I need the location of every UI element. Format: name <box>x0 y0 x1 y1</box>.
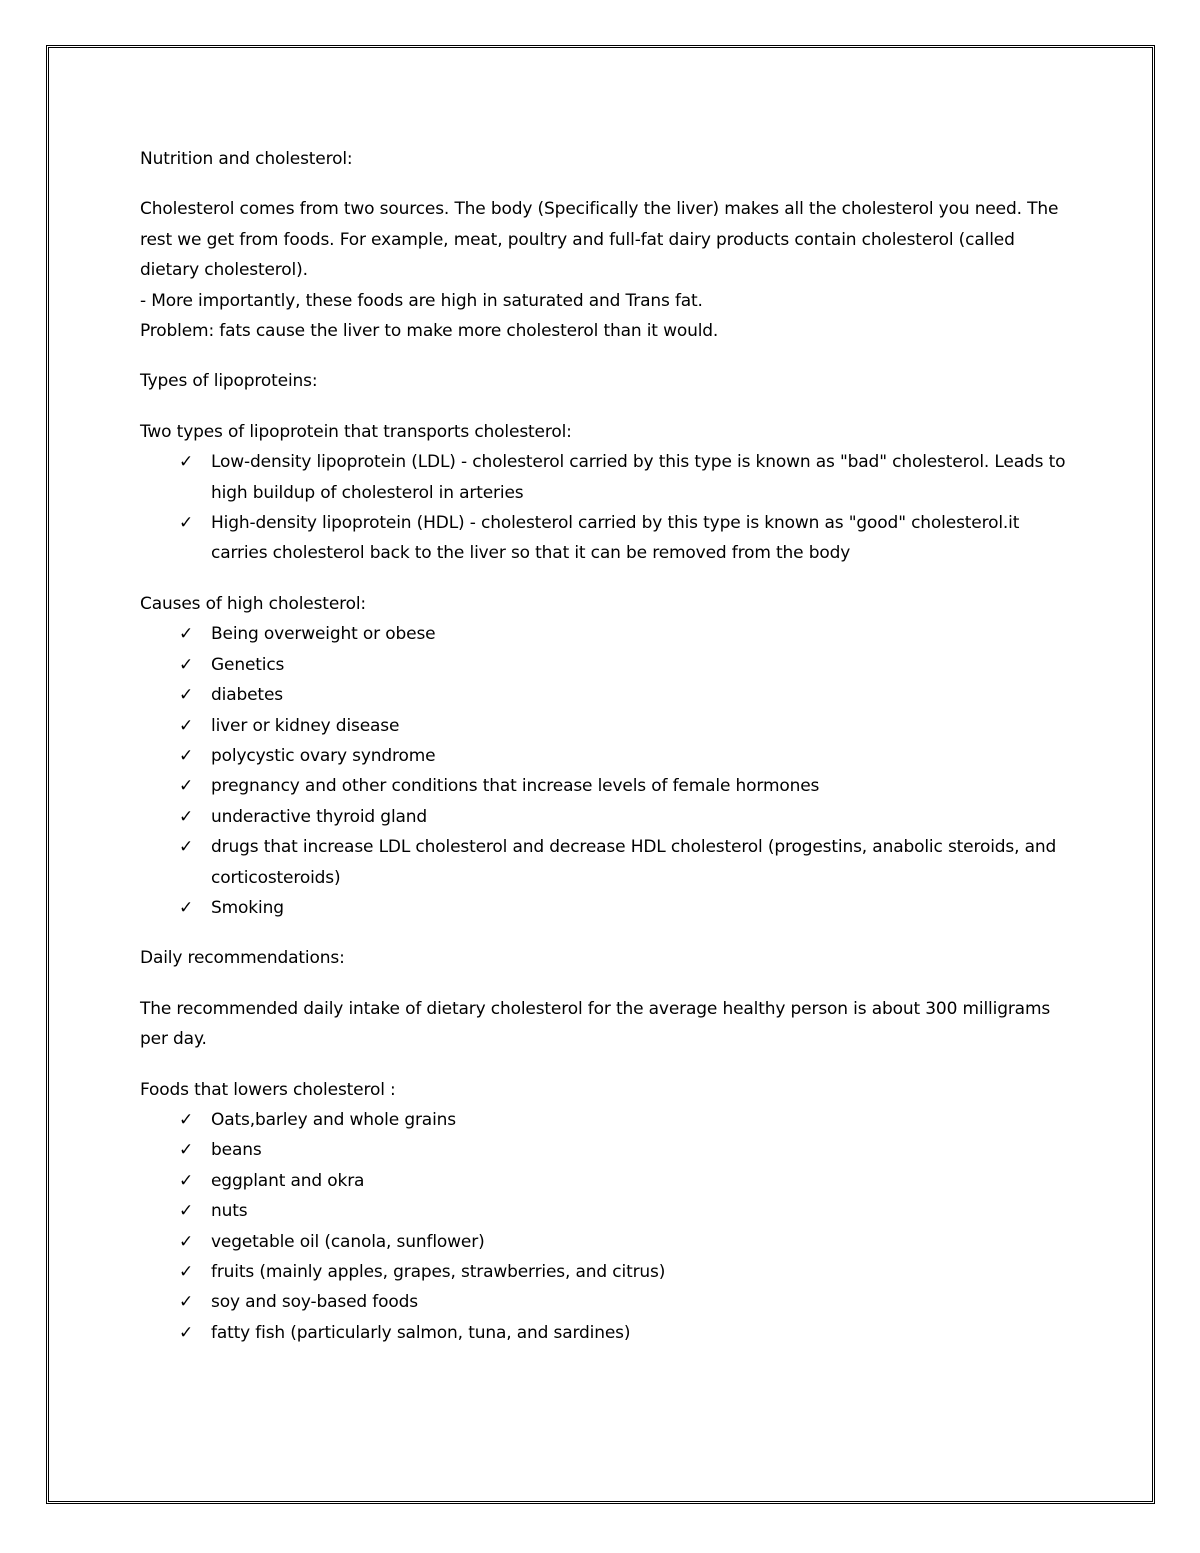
list-item-text: Genetics <box>211 654 285 675</box>
checkmark-icon: ✓ <box>178 624 194 645</box>
list-item <box>140 741 1070 771</box>
list-item-text: liver or kidney disease <box>211 715 400 736</box>
list-item-text: fatty fish (particularly salmon, tuna, and sardines) <box>211 1322 631 1343</box>
checkmark-icon: ✓ <box>178 776 194 797</box>
list-item <box>140 893 1070 923</box>
list-item <box>140 832 1070 893</box>
list-item-text: Oats,barley and whole grains <box>211 1109 456 1130</box>
list-item <box>140 680 1070 710</box>
list-item-text: Smoking <box>211 897 284 918</box>
list-item-text: High-density lipoprotein (HDL) - cholesterol carried by this type is known as "good" cholesterol.it carries cholesterol back to the liver so that it can be removed from the body <box>211 513 1020 564</box>
checkmark-icon: ✓ <box>178 452 194 473</box>
list-item-text: drugs that increase LDL cholesterol and decrease HDL cholesterol (progestins, anabolic steroids, and corticosteroids) <box>211 837 1057 888</box>
list-item-text: fruits (mainly apples, grapes, strawberries, and citrus) <box>211 1262 666 1282</box>
paragraph-cholesterol-sources: Cholesterol comes from two sources. The body (Specifically the liver) makes all the cholesterol you need. The rest we get from foods. For example, meat, poultry and full-fat dairy products contain cholesterol (called dietary cholesterol). <box>140 199 1059 281</box>
list-item-text: soy and soy-based foods <box>211 1292 418 1313</box>
heading-causes: Causes of high cholesterol: <box>140 593 366 614</box>
checkmark-icon: ✓ <box>178 1170 194 1191</box>
heading-nutrition: Nutrition and cholesterol: <box>140 149 353 169</box>
list-item-text: nuts <box>211 1201 248 1222</box>
heading-daily-recommendations: Daily recommendations: <box>140 948 345 969</box>
foods-checklist <box>140 1105 1070 1348</box>
checkmark-icon: ✓ <box>178 745 194 766</box>
list-item-text: polycystic ovary syndrome <box>211 745 436 766</box>
list-item <box>140 447 1070 508</box>
list-item-text: eggplant and okra <box>211 1170 365 1191</box>
list-item-text: beans <box>211 1140 262 1161</box>
checkmark-icon: ✓ <box>178 1201 194 1222</box>
list-item-text: diabetes <box>211 685 283 706</box>
list-item <box>140 711 1070 741</box>
list-item <box>140 619 1070 649</box>
checkmark-icon: ✓ <box>178 1231 194 1252</box>
list-item <box>140 1257 1070 1287</box>
list-item <box>140 1135 1070 1165</box>
list-item-text: pregnancy and other conditions that increase levels of female hormones <box>211 776 820 797</box>
list-item-text: Low-density lipoprotein (LDL) - cholesterol carried by this type is known as "bad" cholesterol. Leads to high buildup of cholesterol in arteries <box>211 452 1066 503</box>
list-item <box>140 1166 1070 1196</box>
checkmark-icon: ✓ <box>178 685 194 706</box>
causes-checklist <box>140 619 1070 923</box>
checkmark-icon: ✓ <box>178 806 194 827</box>
list-item-text: Being overweight or obese <box>211 624 436 645</box>
list-item <box>140 771 1070 801</box>
paragraph-problem: Problem: fats cause the liver to make more cholesterol than it would. <box>140 321 719 342</box>
paragraph-saturated-fat: - More importantly, these foods are high in saturated and Trans fat. <box>140 290 703 311</box>
heading-lipoproteins: Types of lipoproteins: <box>140 371 318 392</box>
checkmark-icon: ✓ <box>178 837 194 858</box>
list-item-text: underactive thyroid gland <box>211 806 428 827</box>
list-item <box>140 1287 1070 1317</box>
paragraph-daily-intake: The recommended daily intake of dietary cholesterol for the average healthy person is about 300 milligrams per day. <box>140 998 1051 1050</box>
paragraph-lipoprotein-intro: Two types of lipoprotein that transports cholesterol: <box>140 421 572 442</box>
document-body <box>140 144 1070 1348</box>
checkmark-icon: ✓ <box>178 513 194 534</box>
checkmark-icon: ✓ <box>178 1109 194 1130</box>
list-item <box>140 508 1070 569</box>
list-item <box>140 1105 1070 1135</box>
list-item <box>140 650 1070 680</box>
list-item-text: vegetable oil (canola, sunflower) <box>211 1231 485 1252</box>
lipoprotein-checklist <box>140 447 1070 569</box>
list-item <box>140 1196 1070 1226</box>
checkmark-icon: ✓ <box>178 1262 194 1282</box>
checkmark-icon: ✓ <box>178 715 194 736</box>
checkmark-icon: ✓ <box>178 897 194 918</box>
list-item <box>140 802 1070 832</box>
checkmark-icon: ✓ <box>178 1322 194 1343</box>
list-item <box>140 1318 1070 1348</box>
checkmark-icon: ✓ <box>178 1292 194 1313</box>
checkmark-icon: ✓ <box>178 654 194 675</box>
checkmark-icon: ✓ <box>178 1140 194 1161</box>
list-item <box>140 1227 1070 1257</box>
heading-foods: Foods that lowers cholesterol : <box>140 1079 396 1100</box>
